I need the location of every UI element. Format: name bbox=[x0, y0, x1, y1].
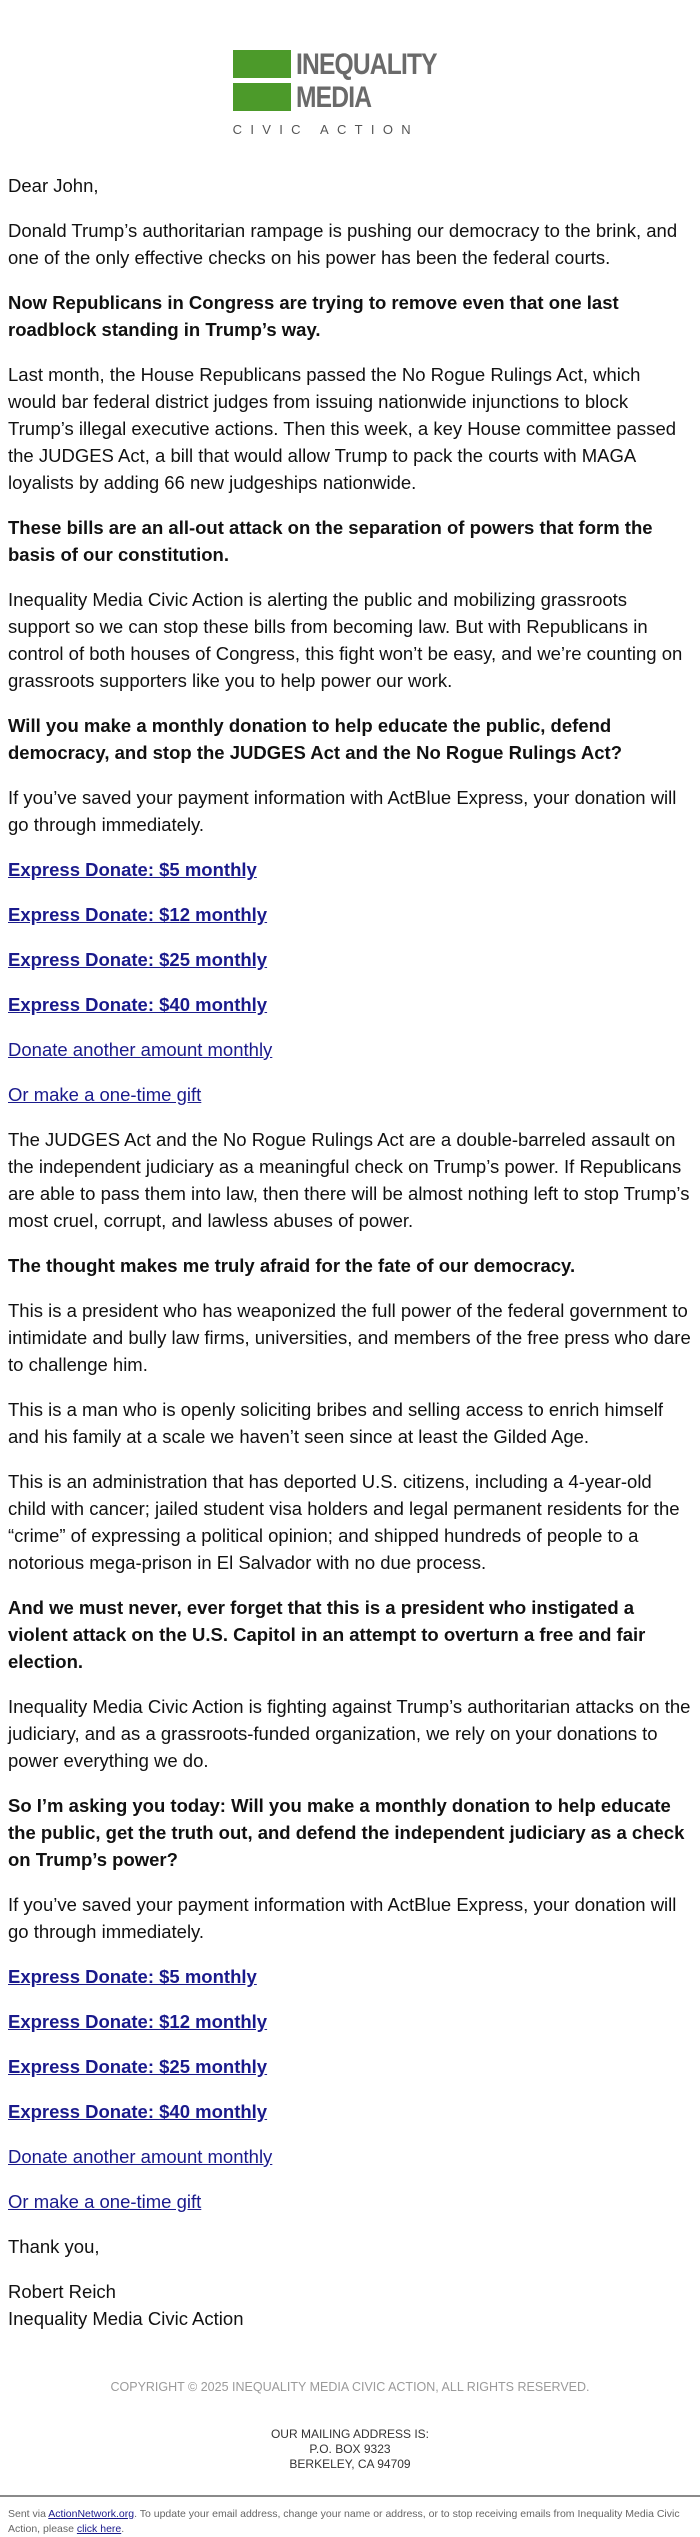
donate-link[interactable]: Express Donate: $40 monthly bbox=[8, 994, 268, 1015]
paragraph: These bills are an all-out attack on the separation of powers that form the basis of our constitution. bbox=[8, 517, 653, 565]
donate-link[interactable]: Donate another amount monthly bbox=[8, 2146, 273, 2167]
sent-prefix: Sent via bbox=[8, 2508, 49, 2520]
donate-link-row bbox=[8, 1963, 692, 1990]
paragraph: If you’ve saved your payment information with ActBlue Express, your donation will go through immediately. bbox=[8, 1894, 677, 1942]
closing: Thank you, bbox=[8, 2236, 100, 2257]
mailing-heading: OUR MAILING ADDRESS IS: bbox=[270, 2427, 430, 2441]
logo-word-inequality: INEQUALITY bbox=[295, 48, 437, 81]
paragraph: Inequality Media Civic Action is alerting the public and mobilizing grassroots support so we can stop these bills from becoming law. But with Republicans in control of both houses of Congress, this fight won’t be easy, and we’re counting on grassroots supporters like you to help power our work. bbox=[8, 589, 683, 691]
address-line-1: P.O. BOX 9323 bbox=[309, 2442, 391, 2456]
donate-link[interactable]: Express Donate: $25 monthly bbox=[8, 949, 268, 970]
donate-link-row bbox=[8, 856, 692, 883]
paragraph: So I’m asking you today: Will you make a monthly donation to help educate the public, get the truth out, and defend the independent judiciary as a check on Trump’s power? bbox=[8, 1795, 685, 1870]
donate-link[interactable]: Express Donate: $12 monthly bbox=[8, 2011, 268, 2032]
paragraph: Donald Trump’s authoritarian rampage is pushing our democracy to the brink, and one of the only effective checks on his power has been the federal courts. bbox=[8, 220, 678, 268]
donate-link[interactable]: Express Donate: $40 monthly bbox=[8, 2101, 268, 2122]
donate-link-row bbox=[8, 2053, 692, 2080]
donate-link-row bbox=[8, 2188, 692, 2215]
donate-link-row bbox=[8, 991, 692, 1018]
paragraph: The thought makes me truly afraid for the fate of our democracy. bbox=[8, 1255, 576, 1276]
signature-org: Inequality Media Civic Action bbox=[8, 2308, 244, 2329]
unsubscribe-link[interactable]: click here bbox=[76, 2523, 122, 2535]
paragraph: Last month, the House Republicans passed the No Rogue Rulings Act, which would bar federal district judges from issuing nationwide injunctions to block Trump’s illegal executive actions. Then this week, a key House committee passed the JUDGES Act, a bill that would allow Trump to pack the courts with MAGA loyalists by adding 66 new judgeships nationwide. bbox=[8, 364, 677, 493]
donate-link[interactable]: Express Donate: $12 monthly bbox=[8, 904, 268, 925]
footer-copyright: COPYRIGHT © 2025 INEQUALITY MEDIA CIVIC ACTION, ALL RIGHTS RESERVED. bbox=[110, 2380, 590, 2394]
logo bbox=[0, 0, 700, 172]
donate-link-row bbox=[8, 2143, 692, 2170]
donate-links-1 bbox=[8, 856, 692, 1108]
paragraph: Will you make a monthly donation to help educate the public, defend democracy, and stop the JUDGES Act and the No Rogue Rulings Act? bbox=[8, 715, 622, 763]
body-section-1 bbox=[8, 217, 692, 838]
logo-word-media: MEDIA bbox=[295, 81, 371, 114]
donate-link-row bbox=[8, 1081, 692, 1108]
donate-link[interactable]: Or make a one-time gift bbox=[8, 2191, 202, 2212]
donate-link-row bbox=[8, 2008, 692, 2035]
sent-suffix: . bbox=[121, 2523, 125, 2535]
donate-link[interactable]: Express Donate: $5 monthly bbox=[8, 1966, 257, 1987]
donate-link[interactable]: Or make a one-time gift bbox=[8, 1084, 202, 1105]
body-section-2 bbox=[8, 1126, 692, 1945]
paragraph: And we must never, ever forget that this is a president who instigated a violent attack on the U.S. Capitol in an attempt to overturn a free and fair election. bbox=[8, 1597, 646, 1672]
paragraph: This is a president who has weaponized the full power of the federal government to intimidate and bully law firms, universities, and members of the free press who dare to challenge him. bbox=[8, 1300, 691, 1375]
donate-link[interactable]: Express Donate: $5 monthly bbox=[8, 859, 257, 880]
paragraph: If you’ve saved your payment information with ActBlue Express, your donation will go through immediately. bbox=[8, 787, 677, 835]
donate-link-row bbox=[8, 1036, 692, 1063]
email-body bbox=[0, 172, 700, 2332]
donate-link[interactable]: Donate another amount monthly bbox=[8, 1039, 273, 1060]
donate-link-row bbox=[8, 2098, 692, 2125]
donate-link[interactable]: Express Donate: $25 monthly bbox=[8, 2056, 268, 2077]
signature-name: Robert Reich bbox=[8, 2281, 116, 2302]
paragraph: This is a man who is openly soliciting bribes and selling access to enrich himself and his family at a scale we haven’t seen since at least the Gilded Age. bbox=[8, 1399, 663, 1447]
mailing-address bbox=[0, 2427, 700, 2472]
donate-link-row bbox=[8, 946, 692, 973]
paragraph: Inequality Media Civic Action is fighting against Trump’s authoritarian attacks on the judiciary, and as a grassroots-funded organization, we rely on your donations to power everything we do. bbox=[8, 1696, 691, 1771]
logo-subtitle: CIVIC ACTION bbox=[232, 122, 419, 137]
logo-bars-icon bbox=[233, 50, 291, 111]
greeting: Dear John, bbox=[8, 175, 99, 196]
unsubscribe-notice bbox=[0, 2495, 700, 2537]
sent-middle: . To update your email address, change your name or address, or to stop receiving emails from Inequality Media Civic Action, please bbox=[8, 2508, 680, 2535]
paragraph: The JUDGES Act and the No Rogue Rulings Act are a double-barreled assault on the independent judiciary as a meaningful check on Trump’s power. If Republicans are able to pass them into law, then there will be almost nothing left to stop Trump’s most cruel, corrupt, and lawless abuses of power. bbox=[8, 1129, 690, 1231]
paragraph: This is an administration that has deported U.S. citizens, including a 4-year-old child with cancer; jailed student visa holders and legal permanent residents for the “crime” of expressing a political opinion; and shipped hundreds of people to a notorious mega-prison in El Salvador with no due process. bbox=[8, 1471, 680, 1573]
donate-links-2 bbox=[8, 1963, 692, 2215]
donate-link-row bbox=[8, 901, 692, 928]
paragraph: Now Republicans in Congress are trying to remove even that one last roadblock standing in Trump’s way. bbox=[8, 292, 619, 340]
address-line-2: BERKELEY, CA 94709 bbox=[289, 2457, 411, 2471]
actionnetwork-link[interactable]: ActionNetwork.org bbox=[48, 2508, 135, 2520]
